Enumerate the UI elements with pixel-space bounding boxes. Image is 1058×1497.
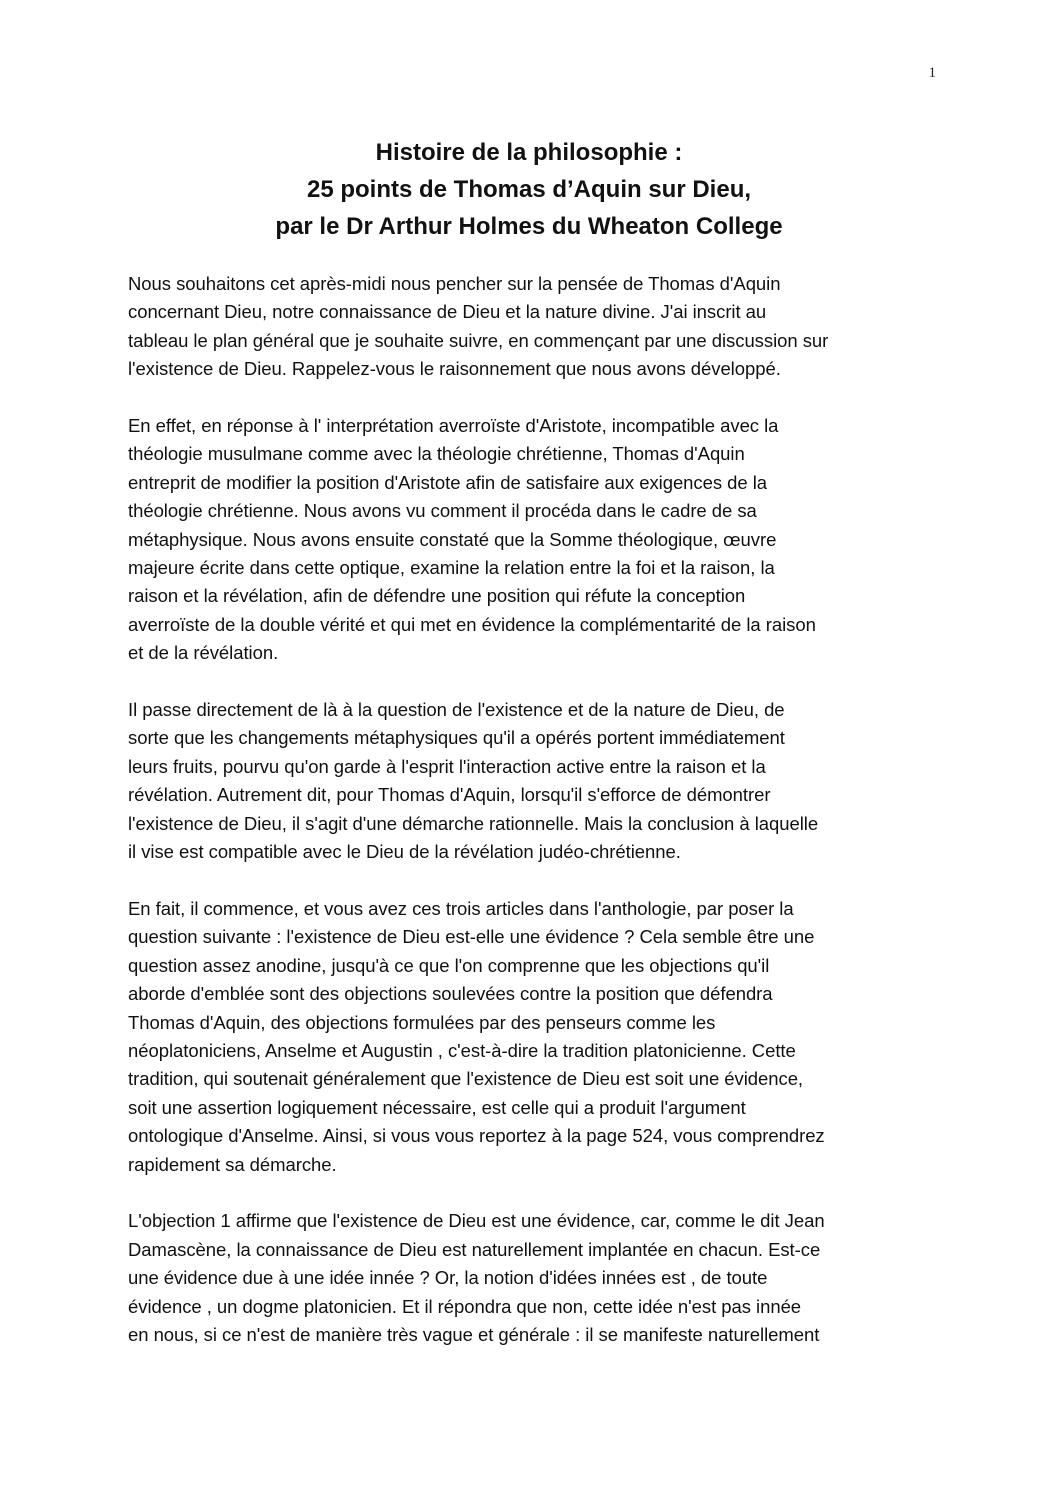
text-line: ontologique d'Anselme. Ainsi, si vous vous reportez à la page 524, vous comprendrez	[128, 1125, 825, 1147]
text-line: l'existence de Dieu. Rappelez-vous le raisonnement que nous avons développé.	[128, 358, 781, 380]
text-line: raison et la révélation, afin de défendre une position qui réfute la conception	[128, 585, 746, 607]
paragraph-3	[128, 696, 930, 866]
text-line: averroïste de la double vérité et qui met en évidence la complémentarité de la raison	[128, 613, 816, 635]
text-line: aborde d'emblée sont des objections soulevées contre la position que défendra	[128, 983, 773, 1005]
text-line: en nous, si ce n'est de manière très vague et générale : il se manifeste naturellement	[128, 1323, 820, 1345]
text-line: Thomas d'Aquin, des objections formulées par des penseurs comme les	[128, 1011, 716, 1033]
text-line: En effet, en réponse à l' interprétation averroïste d'Aristote, incompatible avec la	[128, 415, 779, 437]
text-line: Il passe directement de là à la question de l'existence et de la nature de Dieu, de	[128, 699, 785, 721]
text-line: L'objection 1 affirme que l'existence de Dieu est une évidence, car, comme le dit Jean	[128, 1210, 825, 1232]
text-line: évidence , un dogme platonicien. Et il répondra que non, cette idée n'est pas innée	[128, 1295, 802, 1317]
text-line: tradition, qui soutenait généralement que l'existence de Dieu est soit une évidence,	[128, 1068, 804, 1090]
text-line: Nous souhaitons cet après-midi nous pencher sur la pensée de Thomas d'Aquin	[128, 273, 781, 294]
text-line: sorte que les changements métaphysiques qu'il a opérés portent immédiatement	[128, 727, 785, 749]
text-line: métaphysique. Nous avons ensuite constaté que la Somme théologique, œuvre	[128, 528, 777, 550]
text-line: En fait, il commence, et vous avez ces trois articles dans l'anthologie, par poser la	[128, 897, 794, 919]
text-line: il vise est compatible avec le Dieu de la révélation judéo-chrétienne.	[128, 841, 681, 863]
text-line: théologie chrétienne. Nous avons vu comment il procéda dans le cadre de sa	[128, 500, 757, 522]
text-line: Damascène, la connaissance de Dieu est naturellement implantée en chacun. Est-ce	[128, 1238, 821, 1260]
text-line: tableau le plan général que je souhaite suivre, en commençant par une discussion sur	[128, 329, 829, 351]
page-number: 1	[928, 65, 936, 81]
paragraph-5	[128, 1207, 930, 1349]
paragraph-1	[128, 270, 930, 384]
text-line: soit une assertion logiquement nécessaire, est celle qui a produit l'argument	[128, 1096, 746, 1118]
text-line: une évidence due à une idée innée ? Or, la notion d'idées innées est , de toute	[128, 1267, 768, 1289]
paragraph-4	[128, 895, 930, 1179]
title-line: 25 points de Thomas d’Aquin sur Dieu,	[306, 176, 752, 203]
paragraph-2	[128, 412, 930, 668]
text-line: et de la révélation.	[128, 642, 279, 664]
document-body	[128, 270, 930, 1378]
document-title	[128, 134, 930, 245]
text-line: question assez anodine, jusqu'à ce que l'on comprenne que les objections qu'il	[128, 954, 770, 976]
text-line: concernant Dieu, notre connaissance de Dieu et la nature divine. J'ai inscrit au	[128, 301, 767, 323]
text-line: révélation. Autrement dit, pour Thomas d'Aquin, lorsqu'il s'efforce de démontrer	[128, 784, 771, 806]
text-line: l'existence de Dieu, il s'agit d'une démarche rationnelle. Mais la conclusion à laquelle	[128, 812, 819, 834]
text-line: entreprit de modifier la position d'Aristote afin de satisfaire aux exigences de la	[128, 471, 768, 493]
text-line: majeure écrite dans cette optique, examine la relation entre la foi et la raison, la	[128, 557, 775, 579]
text-line: rapidement sa démarche.	[128, 1153, 337, 1175]
text-line: théologie musulmane comme avec la théologie chrétienne, Thomas d'Aquin	[128, 443, 745, 465]
text-line: question suivante : l'existence de Dieu est-elle une évidence ? Cela semble être une	[128, 926, 815, 948]
title-line: par le Dr Arthur Holmes du Wheaton College	[275, 213, 783, 240]
title-line: Histoire de la philosophie :	[375, 139, 683, 166]
text-line: leurs fruits, pourvu qu'on garde à l'esprit l'interaction active entre la raison et la	[128, 755, 766, 777]
text-line: néoplatoniciens, Anselme et Augustin , c'est-à-dire la tradition platonicienne. Cette	[128, 1039, 796, 1061]
